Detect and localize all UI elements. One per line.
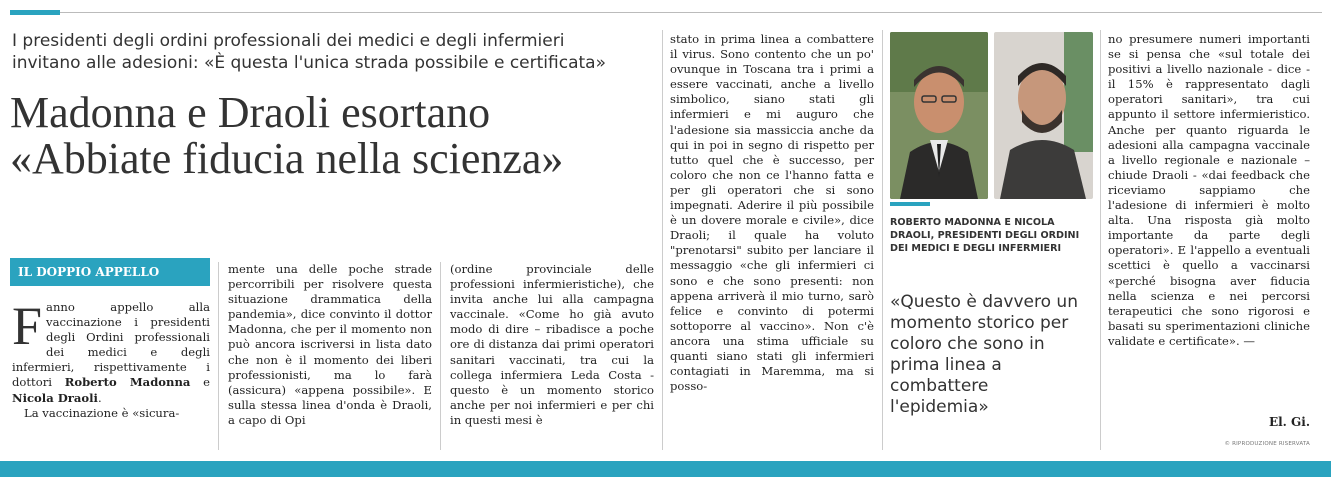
person-name-2: Nicola Draoli (12, 390, 98, 405)
article-column-6: no presumere numeri importanti se si pensa che «sul totale dei positivi a livello nazionale - dice - il 15% è rappresentato dagli operatori sanitari», tra cui appunto il settore infermieristico. Anche per quanto riguarda le adesioni alla campagna vaccinale a livello regionale e nazionale – chiude Draoli - «dai feedback che riceviamo sappiamo che l'adesione di infermieri è molto alta. Una risposta già molto importante da parte degli operatori». E l'appello a eventuali scettici è quello a vaccinarsi «perché bisogna aver fiducia nella scienza e nei percorsi terapeutici che sono rigorosi e basati su sperimentazioni cliniche validate e certificate». — (1108, 32, 1310, 348)
top-rule (10, 12, 1322, 13)
column-1-period: . (97, 390, 102, 405)
article-headline (10, 90, 660, 182)
headline-line-1: Madonna e Draoli esortano (10, 88, 491, 137)
drop-cap: F (12, 296, 43, 356)
article-column-4: stato in prima linea a combattere il virus. Sono contento che un po' ovunque in Toscana tra i primi a essere vaccinati, anche a livello simbolico, siano stati gli infermieri e mi auguro che l'adesione sia massiccia anche da qui in poi in segno di rispetto per tutto quel che è successo, per coloro che non ce l'hanno fatta e per gli operatori che si sono impegnati. Aderire il più possibile è un dovere morale e civile», dice Draoli; il quale ha voluto "prenotarsi" subito per lanciare il messaggio «che gli infermieri ci sono e che sono presenti: non appena arriverà il mio turno, sarò felice e convinto di potermi sottoporre al vaccino». Non c'è ancora una stima ufficiale su quanti siano stati gli infermieri contagiati in Maremma, ma si posso- (670, 32, 874, 394)
column-1-paragraph-2: La vaccinazione è «sicura- (24, 405, 180, 420)
column-divider (1100, 30, 1101, 450)
copyright-notice: © RIPRODUZIONE RISERVATA (1224, 441, 1310, 447)
column-divider (882, 30, 883, 450)
photo-caption: ROBERTO MADONNA E NICOLA DRAOLI, PRESIDENTI DEGLI ORDINI DEI MEDICI E DEGLI INFERMIERI (890, 217, 1080, 254)
section-label: IL DOPPIO APPELLO (10, 258, 210, 286)
photo-nicola-draoli (994, 32, 1093, 199)
pull-quote: «Questo è davvero un momento storico per coloro che sono in prima linea a combattere l'epidemia» (890, 292, 1078, 417)
article-column-3: (ordine provinciale delle professioni infermieristiche), che invita anche lui alla campagna vaccinale. «Come ho già avuto modo di dire – ribadisce a poche ore di distanza dai primi operatori sanitari vaccinati, tra cui la collega infermiera Leda Costa - questo è un momento storico anche per noi infermieri e per chi in questi mesi è (450, 262, 654, 427)
article-column-1 (12, 296, 211, 421)
column-1-conjunction: e (190, 375, 211, 390)
column-1-text: anno appello alla vaccinazione i presidenti degli Ordini professionali dei medici e degli infermieri, rispettivamente i dottori (12, 300, 210, 390)
headline-line-2: «Abbiate fiducia nella scienza» (10, 134, 564, 183)
article-subtitle: I presidenti degli ordini professionali dei medici e degli infermieri invitano alle adesioni: «È questa l'unica strada possibile e certificata» (12, 31, 606, 73)
column-divider (440, 262, 441, 450)
bottom-band (0, 461, 1331, 477)
article-column-2: mente una delle poche strade percorribili per risolvere questa situazione drammatica della pandemia», dice convinto il dottor Madonna, che per il momento non può ancora iscriversi in lista dato che non è il momento dei liberi professionisti, ma lo farà (assicura) «appena possibile». E sulla stessa linea d'onda è Draoli, a capo di Opi (228, 262, 432, 427)
top-accent-bar (10, 10, 60, 15)
column-divider (662, 30, 663, 450)
author-signature: El. Gi. (1268, 415, 1310, 429)
caption-accent-bar (890, 202, 930, 206)
column-divider (218, 262, 219, 450)
person-name-1: Roberto Madonna (64, 375, 191, 390)
photo-roberto-madonna (890, 32, 988, 199)
